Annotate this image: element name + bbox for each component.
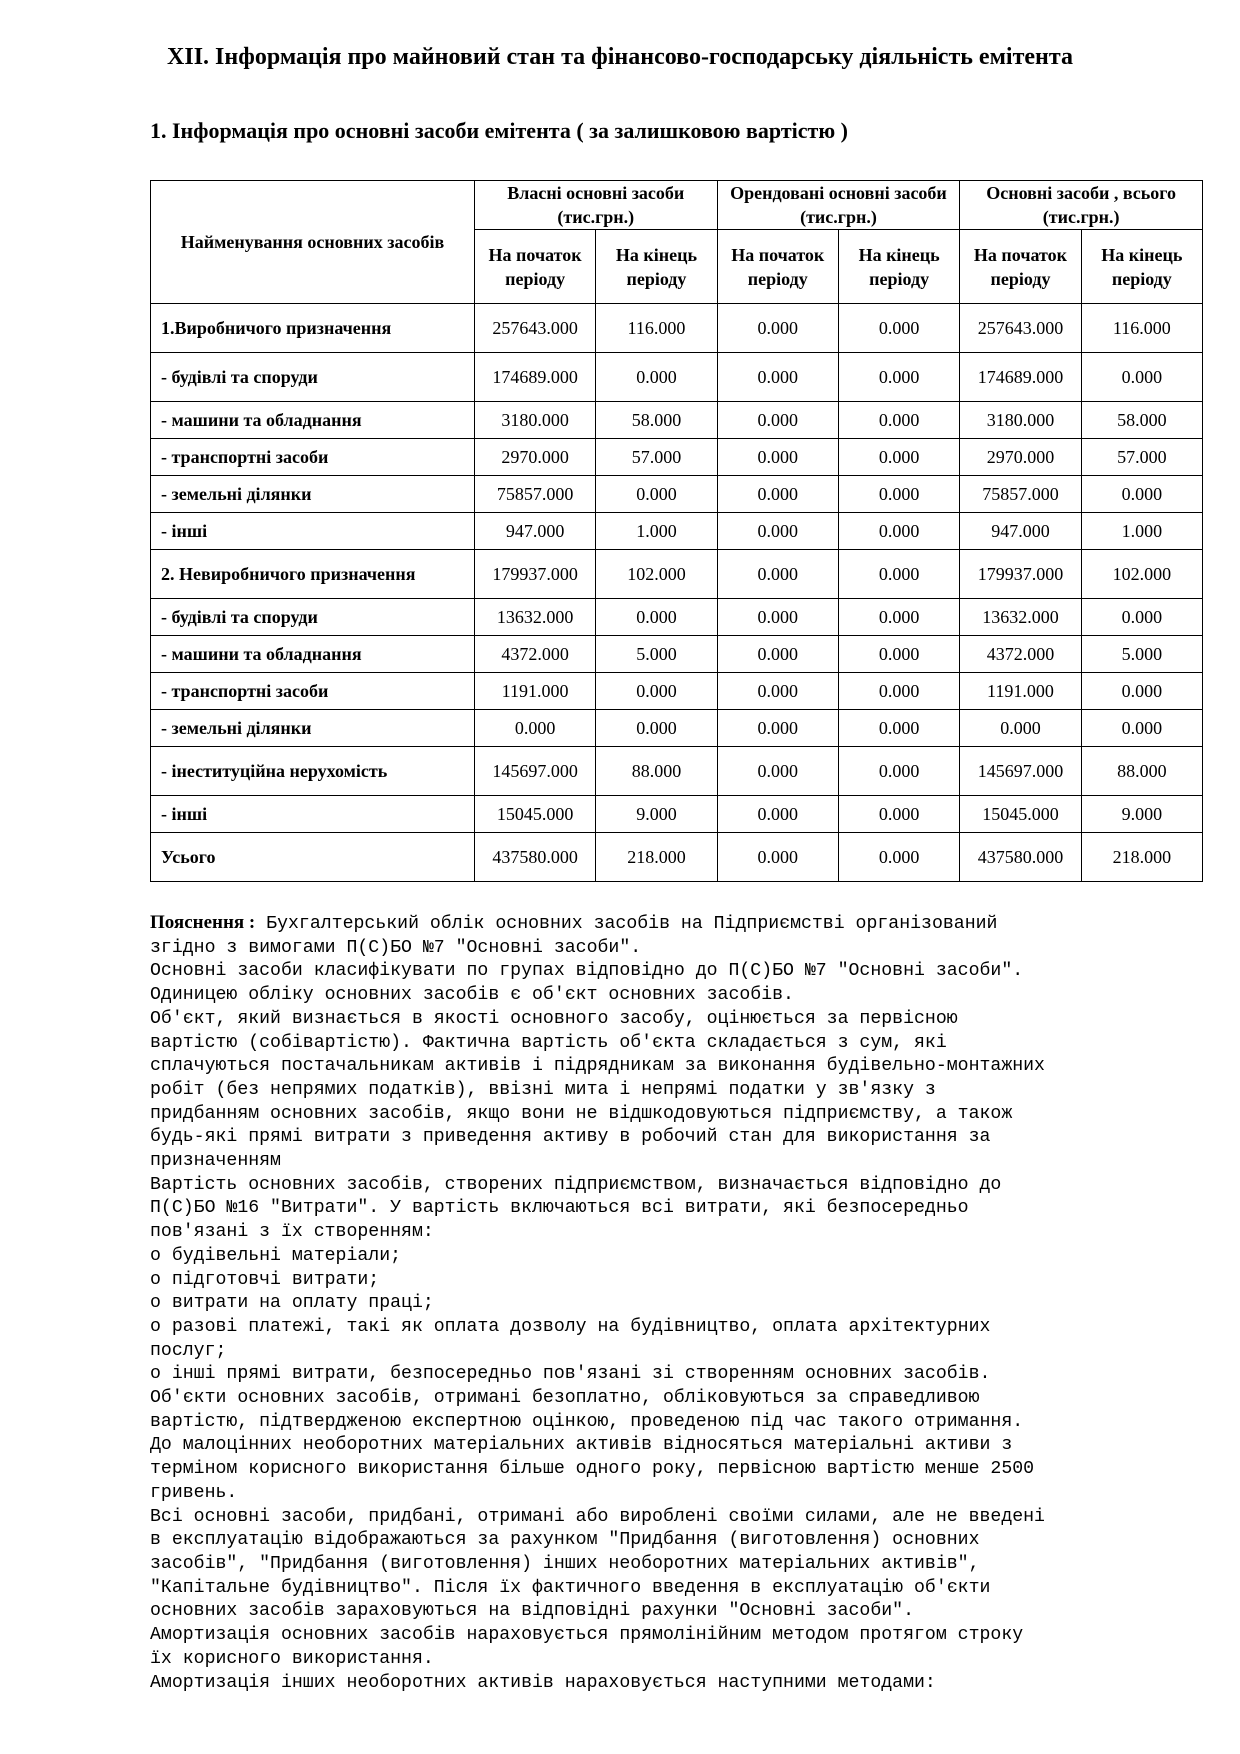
notes-line: гривень. <box>150 1482 238 1503</box>
table-row <box>151 304 1203 353</box>
value-cell: 0.000 <box>717 353 838 402</box>
value-cell: 0.000 <box>1081 710 1202 747</box>
row-name: - машини та обладнання <box>151 636 475 673</box>
value-cell: 0.000 <box>838 550 959 599</box>
value-cell: 174689.000 <box>474 353 595 402</box>
value-cell: 0.000 <box>838 636 959 673</box>
value-cell: 0.000 <box>838 833 959 882</box>
notes-line: в експлуатацію відображаються за рахунком "Придбання (виготовлення) основних <box>150 1530 980 1551</box>
value-cell: 57.000 <box>1081 439 1202 476</box>
value-cell: 0.000 <box>717 513 838 550</box>
value-cell: 0.000 <box>838 747 959 796</box>
table-row <box>151 673 1203 710</box>
notes-line: послуг; <box>150 1340 227 1361</box>
value-cell: 218.000 <box>596 833 717 882</box>
value-cell: 0.000 <box>838 402 959 439</box>
name-column-header: Найменування основних засобів <box>151 181 475 304</box>
value-cell: 0.000 <box>717 599 838 636</box>
value-cell: 174689.000 <box>960 353 1081 402</box>
notes-line: засобів", "Придбання (виготовлення) інших необоротних матеріальних активів", <box>150 1553 980 1574</box>
value-cell: 5.000 <box>1081 636 1202 673</box>
value-cell: 0.000 <box>1081 673 1202 710</box>
value-cell: 947.000 <box>960 513 1081 550</box>
notes-line: робіт (без непрямих податків), ввізні мита і непрямі податки у зв'язку з <box>150 1079 936 1100</box>
fixed-assets-table <box>150 180 1203 882</box>
row-name: Усього <box>151 833 475 882</box>
value-cell: 947.000 <box>474 513 595 550</box>
value-cell: 218.000 <box>1081 833 1202 882</box>
value-cell: 0.000 <box>717 796 838 833</box>
value-cell: 75857.000 <box>474 476 595 513</box>
value-cell: 145697.000 <box>960 747 1081 796</box>
notes-first-line: Бухгалтерський облік основних засобів на Підприємстві організований <box>255 914 998 934</box>
value-cell: 0.000 <box>838 304 959 353</box>
table-body <box>151 304 1203 882</box>
row-name: - будівлі та споруди <box>151 599 475 636</box>
leased-assets-header: Орендовані основні засоби (тис.грн.) <box>717 181 960 230</box>
row-name: 1.Виробничого призначення <box>151 304 475 353</box>
value-cell: 0.000 <box>717 402 838 439</box>
table-row <box>151 833 1203 882</box>
notes-block <box>150 911 1200 1695</box>
row-name: - транспортні засоби <box>151 439 475 476</box>
value-cell: 0.000 <box>838 599 959 636</box>
table-row <box>151 439 1203 476</box>
value-cell: 75857.000 <box>960 476 1081 513</box>
section-title: 1. Інформація про основні засоби емітента ( за залишковою вартістю ) <box>150 118 848 143</box>
notes-line: о разові платежі, такі як оплата дозволу на будівництво, оплата архітектурних <box>150 1316 991 1337</box>
value-cell: 3180.000 <box>960 402 1081 439</box>
row-name: - земельні ділянки <box>151 710 475 747</box>
value-cell: 9.000 <box>1081 796 1202 833</box>
value-cell: 5.000 <box>596 636 717 673</box>
value-cell: 0.000 <box>717 833 838 882</box>
period-end-header: На кінець періоду <box>838 230 959 304</box>
value-cell: 3180.000 <box>474 402 595 439</box>
value-cell: 1191.000 <box>474 673 595 710</box>
notes-label: Пояснення : <box>150 912 256 933</box>
value-cell: 58.000 <box>1081 402 1202 439</box>
value-cell: 15045.000 <box>474 796 595 833</box>
notes-line: вартістю (собівартістю). Фактична вартість об'єкта складається з сум, які <box>150 1032 947 1053</box>
value-cell: 0.000 <box>838 353 959 402</box>
notes-line: їх корисного використання. <box>150 1648 434 1669</box>
value-cell: 1191.000 <box>960 673 1081 710</box>
value-cell: 0.000 <box>838 796 959 833</box>
table-row <box>151 710 1203 747</box>
value-cell: 116.000 <box>1081 304 1202 353</box>
value-cell: 0.000 <box>838 673 959 710</box>
value-cell: 437580.000 <box>960 833 1081 882</box>
total-assets-header: Основні засоби , всього (тис.грн.) <box>960 181 1203 230</box>
notes-line: будь-які прямі витрати з приведення активу в робочий стан для використання за <box>150 1127 991 1148</box>
value-cell: 0.000 <box>838 476 959 513</box>
table-row <box>151 476 1203 513</box>
value-cell: 257643.000 <box>960 304 1081 353</box>
row-name: - машини та обладнання <box>151 402 475 439</box>
page-title: XII. Інформація про майновий стан та фінансово-господарську діяльність емітента <box>167 44 1073 70</box>
value-cell: 179937.000 <box>960 550 1081 599</box>
value-cell: 257643.000 <box>474 304 595 353</box>
value-cell: 88.000 <box>596 747 717 796</box>
notes-line: основних засобів зараховуються на відповідні рахунки "Основні засоби". <box>150 1601 914 1622</box>
period-start-header: На початок періоду <box>474 230 595 304</box>
notes-lines <box>150 937 1200 1696</box>
table-row <box>151 353 1203 402</box>
notes-line: о інші прямі витрати, безпосередньо пов'язані зі створенням основних засобів. <box>150 1364 991 1385</box>
row-name: - будівлі та споруди <box>151 353 475 402</box>
value-cell: 4372.000 <box>960 636 1081 673</box>
notes-line: Основні засоби класифікувати по групах відповідно до П(С)БО №7 "Основні засоби". <box>150 961 1024 982</box>
row-name: - інші <box>151 513 475 550</box>
row-name: - інеституційна нерухомість <box>151 747 475 796</box>
notes-line: До малоцінних необоротних матеріальних активів відносяться матеріальні активи з <box>150 1435 1013 1456</box>
own-assets-header: Власні основні засоби (тис.грн.) <box>474 181 717 230</box>
notes-line: вартістю, підтвердженою експертною оцінкою, проведеною під час такого отримання. <box>150 1411 1024 1432</box>
notes-line: згідно з вимогами П(С)БО №7 "Основні засоби". <box>150 937 642 958</box>
row-name: - транспортні засоби <box>151 673 475 710</box>
value-cell: 102.000 <box>596 550 717 599</box>
period-end-header: На кінець періоду <box>1081 230 1202 304</box>
value-cell: 13632.000 <box>474 599 595 636</box>
value-cell: 0.000 <box>960 710 1081 747</box>
notes-line: Амортизація інших необоротних активів нараховується наступними методами: <box>150 1672 936 1693</box>
value-cell: 9.000 <box>596 796 717 833</box>
notes-line: придбанням основних засобів, якщо вони не відшкодовуються підприємству, а також <box>150 1103 1013 1124</box>
row-name: - земельні ділянки <box>151 476 475 513</box>
value-cell: 0.000 <box>596 476 717 513</box>
notes-line: Всі основні засоби, придбані, отримані або вироблені своїми силами, але не введені <box>150 1506 1045 1527</box>
notes-line: Амортизація основних засобів нараховується прямолінійним методом протягом строку <box>150 1625 1024 1646</box>
period-start-header: На початок періоду <box>717 230 838 304</box>
value-cell: 0.000 <box>717 710 838 747</box>
period-end-header: На кінець періоду <box>596 230 717 304</box>
value-cell: 1.000 <box>1081 513 1202 550</box>
notes-line: Об'єкти основних засобів, отримані безоплатно, обліковуються за справедливою <box>150 1388 980 1409</box>
value-cell: 2970.000 <box>960 439 1081 476</box>
value-cell: 116.000 <box>596 304 717 353</box>
notes-line: сплачуються постачальникам активів і підрядникам за виконання будівельно-монтажних <box>150 1056 1045 1077</box>
value-cell: 0.000 <box>596 673 717 710</box>
value-cell: 0.000 <box>717 550 838 599</box>
notes-line: пов'язані з їх створенням: <box>150 1222 434 1243</box>
value-cell: 437580.000 <box>474 833 595 882</box>
table-row <box>151 550 1203 599</box>
value-cell: 15045.000 <box>960 796 1081 833</box>
value-cell: 0.000 <box>717 439 838 476</box>
row-name: 2. Невиробничого призначення <box>151 550 475 599</box>
value-cell: 0.000 <box>717 304 838 353</box>
value-cell: 0.000 <box>717 476 838 513</box>
notes-line: П(С)БО №16 "Витрати". У вартість включаються всі витрати, які безпосередньо <box>150 1198 969 1219</box>
value-cell: 179937.000 <box>474 550 595 599</box>
notes-line: "Капітальне будівництво". Після їх фактичного введення в експлуатацію об'єкти <box>150 1577 991 1598</box>
value-cell: 0.000 <box>596 353 717 402</box>
notes-line: призначенням <box>150 1151 281 1172</box>
table-row <box>151 747 1203 796</box>
table-row <box>151 636 1203 673</box>
value-cell: 0.000 <box>596 599 717 636</box>
notes-line: о будівельні матеріали; <box>150 1245 402 1266</box>
value-cell: 0.000 <box>717 747 838 796</box>
notes-line: о підготовчі витрати; <box>150 1269 380 1290</box>
value-cell: 88.000 <box>1081 747 1202 796</box>
table-row <box>151 599 1203 636</box>
value-cell: 0.000 <box>838 710 959 747</box>
value-cell: 13632.000 <box>960 599 1081 636</box>
notes-line: Об'єкт, який визнається в якості основного засобу, оцінюється за первісною <box>150 1008 958 1029</box>
value-cell: 1.000 <box>596 513 717 550</box>
value-cell: 0.000 <box>1081 476 1202 513</box>
value-cell: 102.000 <box>1081 550 1202 599</box>
value-cell: 0.000 <box>838 513 959 550</box>
value-cell: 0.000 <box>1081 353 1202 402</box>
notes-line: о витрати на оплату праці; <box>150 1293 434 1314</box>
notes-line: Одиницею обліку основних засобів є об'єкт основних засобів. <box>150 985 794 1006</box>
value-cell: 4372.000 <box>474 636 595 673</box>
value-cell: 0.000 <box>1081 599 1202 636</box>
period-start-header: На початок періоду <box>960 230 1081 304</box>
value-cell: 0.000 <box>474 710 595 747</box>
notes-line: терміном корисного використання більше одного року, первісною вартістю менше 2500 <box>150 1459 1035 1480</box>
value-cell: 0.000 <box>838 439 959 476</box>
row-name: - інші <box>151 796 475 833</box>
value-cell: 0.000 <box>717 636 838 673</box>
value-cell: 57.000 <box>596 439 717 476</box>
notes-line: Вартість основних засобів, створених підприємством, визначається відповідно до <box>150 1174 1002 1195</box>
table-row <box>151 402 1203 439</box>
value-cell: 0.000 <box>717 673 838 710</box>
value-cell: 0.000 <box>596 710 717 747</box>
table-row <box>151 513 1203 550</box>
value-cell: 58.000 <box>596 402 717 439</box>
table-row <box>151 796 1203 833</box>
value-cell: 145697.000 <box>474 747 595 796</box>
value-cell: 2970.000 <box>474 439 595 476</box>
